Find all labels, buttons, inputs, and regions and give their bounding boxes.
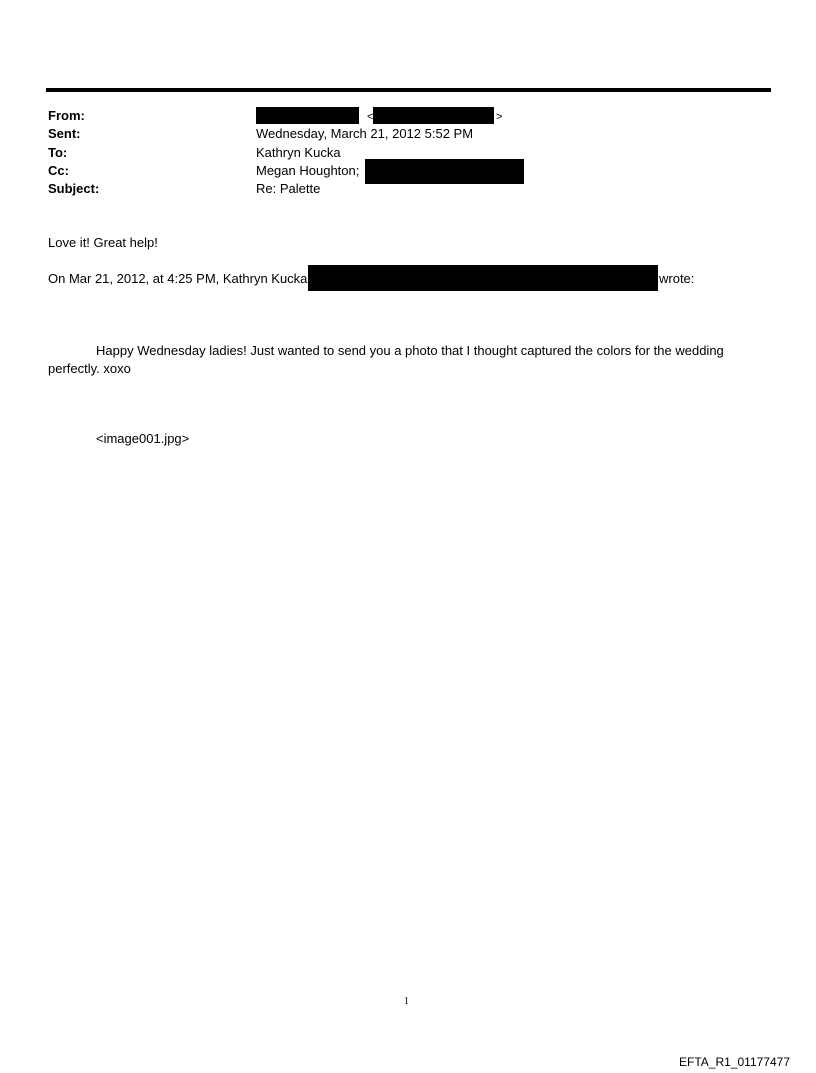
to-label: To: <box>48 145 68 160</box>
header-divider <box>46 88 771 92</box>
reply-text: Love it! Great help! <box>48 235 158 250</box>
to-value: Kathryn Kucka <box>256 145 341 160</box>
subject-value: Re: Palette <box>256 181 321 196</box>
from-email-redaction <box>373 107 494 124</box>
page-number: 1 <box>404 996 409 1007</box>
quote-sender-redaction <box>308 265 658 291</box>
quote-intro: On Mar 21, 2012, at 4:25 PM, Kathryn Kucka <box>48 271 308 286</box>
cc-label: Cc: <box>48 163 69 178</box>
quote-wrote: wrote: <box>659 271 695 286</box>
from-open-bracket: < <box>367 111 374 123</box>
from-label: From: <box>48 108 85 123</box>
sent-value: Wednesday, March 21, 2012 5:52 PM <box>256 126 474 141</box>
sent-label: Sent: <box>48 126 81 141</box>
quoted-line-2: perfectly. xoxo <box>48 361 131 376</box>
cc-value: Megan Houghton; <box>256 163 360 178</box>
from-close-bracket: > <box>496 111 503 123</box>
from-name-redaction <box>256 107 359 124</box>
quoted-line-1: Happy Wednesday ladies! Just wanted to send you a photo that I thought captured the colors for the wedding <box>96 343 724 358</box>
attachment-placeholder: <image001.jpg> <box>96 431 190 446</box>
document-id: EFTA_R1_01177477 <box>679 1055 790 1069</box>
cc-redaction <box>365 159 524 184</box>
subject-label: Subject: <box>48 181 100 196</box>
